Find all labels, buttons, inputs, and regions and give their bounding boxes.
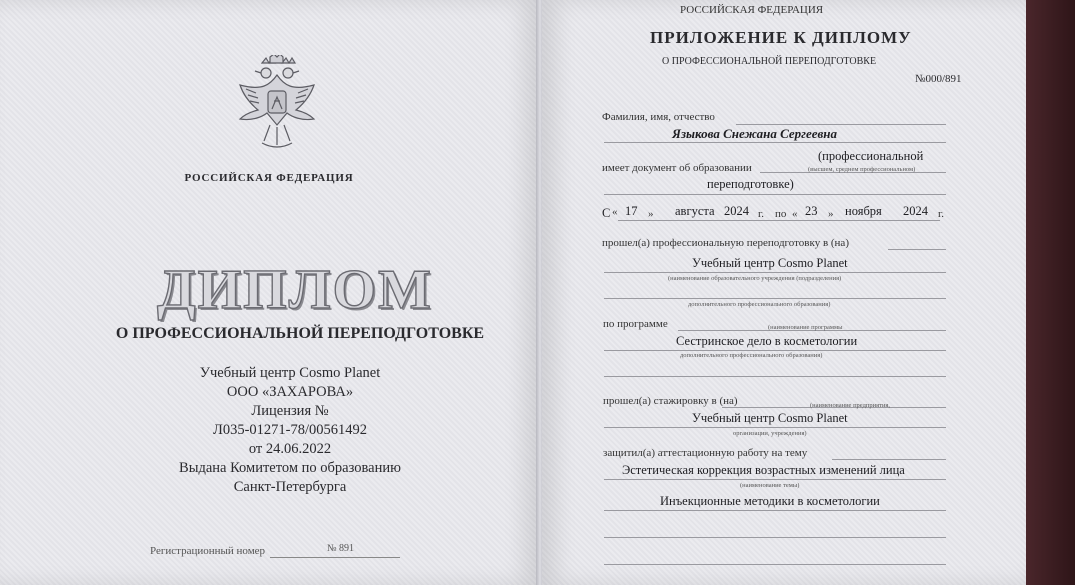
internship-hint-2: организации, учреждения) — [733, 430, 807, 437]
institution-value: Учебный центр Cosmo Planet — [692, 256, 848, 270]
fio-value: Языкова Снежана Сергеевна — [672, 126, 838, 141]
thesis-value-2: Инъекционные методики в косметологии — [660, 494, 880, 508]
issuer-line: ООО «ЗАХАРОВА» — [226, 384, 354, 400]
blank-line — [604, 564, 946, 565]
issuer-line: Санкт-Петербурга — [233, 479, 347, 495]
program-value: Сестринское дело в косметологии — [676, 334, 858, 348]
date-from-month: августа — [675, 204, 715, 218]
left-country-name: РОССИЙСКАЯ ФЕДЕРАЦИЯ — [184, 172, 354, 184]
internship-underline — [604, 427, 946, 428]
fio-label: Фамилия, имя, отчество — [602, 111, 715, 123]
registration-number-underline — [270, 557, 400, 558]
date-to-year: 2024 — [903, 204, 928, 218]
thesis-hint: (наименование темы) — [740, 482, 800, 489]
diploma-cover-right-edge — [1026, 0, 1075, 585]
institution-hint: (наименование образовательного учреждения (подразделения) — [668, 275, 842, 282]
fio-line — [736, 124, 946, 125]
institution-line-2 — [604, 298, 946, 299]
institution-underline — [604, 272, 946, 273]
issuer-line: Выдана Комитетом по образованию — [179, 460, 401, 476]
appendix-title: ПРИЛОЖЕНИЕ К ДИПЛОМУ — [650, 28, 912, 47]
education-value-1: (профессиональной — [818, 149, 924, 163]
date-to-prefix: по — [775, 208, 787, 220]
education-hint: (высшем, среднем профессиональном) — [808, 166, 916, 173]
date-from-year: 2024 — [724, 204, 749, 218]
thesis-value-1: Эстетическая коррекция возрастных изменений лица — [622, 463, 905, 477]
thesis-underline — [604, 479, 946, 480]
issuer-line: Лицензия № — [251, 403, 329, 419]
internship-label: прошел(а) стажировку в (на) — [603, 395, 738, 407]
date-from-prefix: С — [602, 206, 611, 220]
retraining-line — [888, 249, 946, 250]
thesis-line — [832, 459, 946, 460]
thesis-underline-2 — [604, 510, 946, 511]
internship-hint: (наименование предприятия, — [810, 402, 891, 409]
education-underline — [604, 194, 946, 195]
registration-number-label: Регистрационный номер — [150, 545, 266, 557]
diploma-subtitle: О ПРОФЕССИОНАЛЬНОЙ ПЕРЕПОДГОТОВКЕ — [115, 325, 485, 342]
retraining-label: прошел(а) профессиональную переподготовку в (на) — [602, 237, 849, 249]
program-hint: (наименование программы — [768, 324, 843, 331]
fio-underline — [604, 142, 946, 143]
issuer-line: Л035-01271-78/00561492 — [212, 422, 368, 438]
russian-coat-of-arms-icon — [232, 55, 322, 155]
program-hint-2: дополнительного профессионального образования) — [680, 352, 823, 359]
year-suffix: г. — [758, 208, 765, 220]
education-value-2: переподготовке) — [707, 177, 794, 191]
date-to-month: ноября — [845, 204, 882, 218]
program-line-2 — [604, 376, 946, 377]
internship-value: Учебный центр Cosmo Planet — [692, 411, 848, 425]
blank-line — [604, 537, 946, 538]
thesis-label: защитил(а) аттестационную работу на тему — [603, 447, 808, 459]
date-from-day: 17 — [625, 204, 638, 218]
program-underline — [604, 350, 946, 351]
issuer-line: Учебный центр Cosmo Planet — [199, 365, 381, 381]
appendix-number: №000/891 — [915, 73, 962, 85]
issuer-line: от 24.06.2022 — [248, 441, 332, 457]
appendix-subtitle: О ПРОФЕССИОНАЛЬНОЙ ПЕРЕПОДГОТОВКЕ — [662, 56, 877, 67]
program-label: по программе — [603, 318, 668, 330]
dates-underline — [618, 220, 940, 221]
registration-number-value: № 891 — [327, 543, 355, 554]
education-label: имеет документ об образовании — [602, 162, 752, 174]
year-suffix: г. — [938, 208, 945, 220]
institution-hint-2: дополнительного профессионального образования) — [688, 301, 831, 308]
right-country-name: РОССИЙСКАЯ ФЕДЕРАЦИЯ — [680, 4, 824, 16]
diploma-title: ДИПЛОМ — [157, 259, 433, 321]
date-to-day: 23 — [805, 204, 818, 218]
